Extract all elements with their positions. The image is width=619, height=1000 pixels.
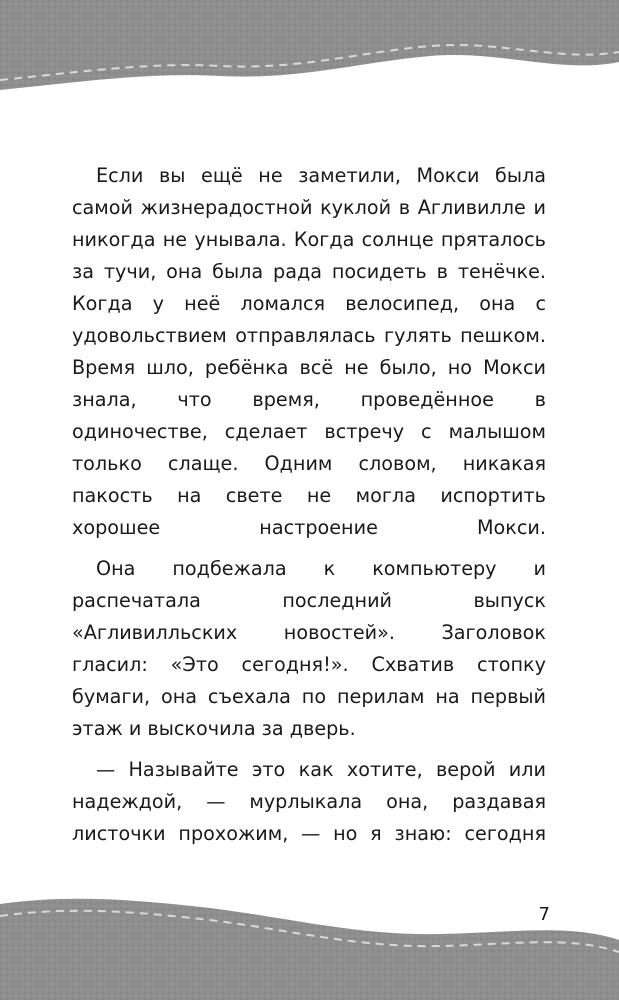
body-text (72, 160, 546, 850)
bottom-decorative-band (0, 890, 619, 1000)
page-number: 7 (538, 904, 550, 925)
paragraph-2: Она подбежала к компьютеру и распечатала последний выпуск «Агливилльских новостей». Заголовок гласил: «Это сегодня!». Схватив стопку бумаги, она съехала по перилам на первый этаж и выскочила за дверь. (72, 557, 546, 740)
paragraph-1: Если вы ещё не заметили, Мокси была самой жизнерадостной куклой в Агливилле и никогда не унывала. Когда солнце пряталось за тучи, она была рада посидеть в тенёчке. Когда у неё ломался велосипед, она с удовольствием отправлялась гулять пешком. Время шло, ребёнка всё не было, но Мокси знала, что время, проведённое в одиночестве, сделает встречу с малышом только слаще. Одним словом, никакая пакость на свете не могла испортить хорошее настроение Мокси. (72, 164, 546, 539)
bottom-stitched-band-graphic (0, 890, 619, 1000)
top-decorative-band (0, 0, 619, 110)
paragraph-3: — Называйте это как хотите, верой или надеждой, — мурлыкала она, раздавая листочки прохожим, — но я знаю: сегодня (72, 758, 546, 845)
top-stitched-band-graphic (0, 0, 619, 110)
